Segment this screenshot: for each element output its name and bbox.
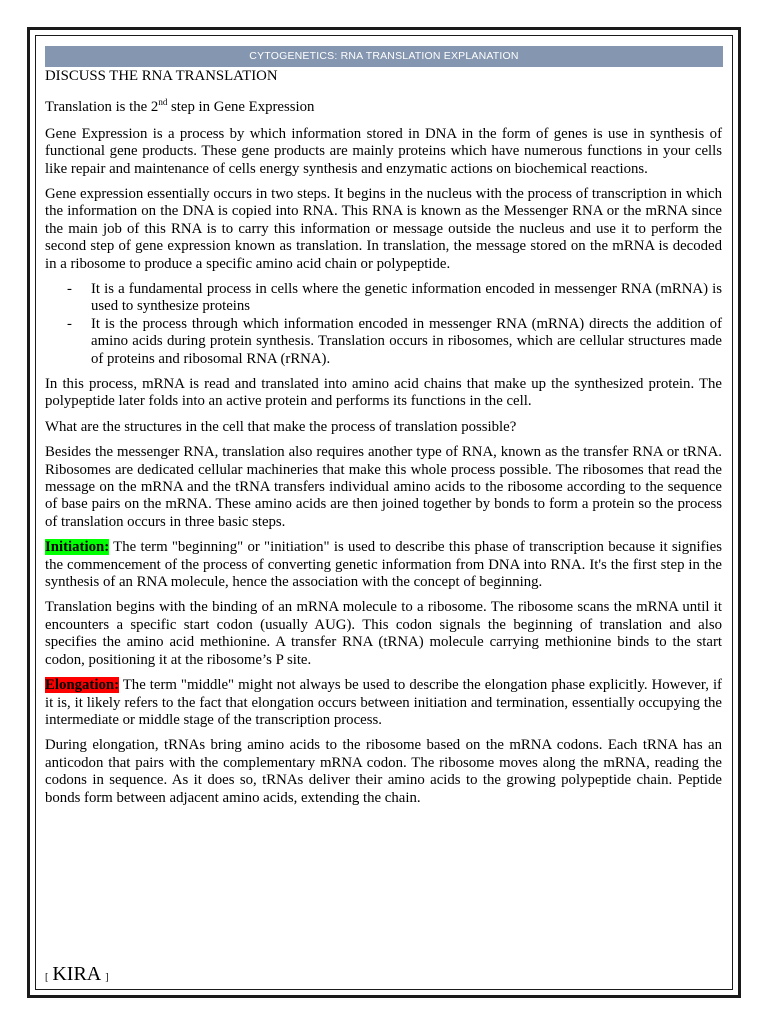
paragraph-during-elongation: During elongation, tRNAs bring amino acids to the ribosome based on the mRNA codons. Each tRNA has an anticodon that pairs with the complementary mRNA codon. The ribosome moves along the mRNA, reading the codons in sequence. As it does so, tRNAs deliver their amino acids to the growing polypeptide chain. Peptide bonds form between adjacent amino acids, extending the chain. <box>45 737 722 806</box>
step-line-superscript: nd <box>158 97 168 108</box>
initiation-text: The term "beginning" or "initiation" is used to describe this phase of transcription because it signifies the commencement of the process of converting genetic information from DNA into RNA. It's the first step in the synthesis of an RNA molecule, hence the association with the concept of beginning. <box>45 539 722 591</box>
paragraph-structures: Besides the messenger RNA, translation also requires another type of RNA, known as the transfer RNA or tRNA. Ribosomes are dedicated cellular machineries that make this whole process possible. The ribosomes that read the message on the mRNA and the tRNA transfers individual amino acids to the ribosome according to the sequence of base pairs on the mRNA. These amino acids are then joined together by bonds to form a protein so the process of translation occurs in three basic steps. <box>45 444 722 530</box>
elongation-label: Elongation: <box>45 677 119 694</box>
list-item <box>45 281 722 316</box>
bullet-list <box>45 281 722 368</box>
header-bar <box>45 46 723 67</box>
question-line: What are the structures in the cell that make the process of translation possible? <box>45 418 517 435</box>
list-item-text: It is the process through which information encoded in messenger RNA (mRNA) directs the addition of amino acids during protein synthesis. Translation occurs in ribosomes, which are cellular structures made of proteins and ribosomal RNA (rRNA). <box>91 315 722 367</box>
paragraph-translation-begins: Translation begins with the binding of an mRNA molecule to a ribosome. The ribosome scans the mRNA until it encounters a specific start codon (usually AUG). This codon signals the beginning of translation and also specifies the amino acid methionine. A transfer RNA (tRNA) molecule carrying methionine binds to the start codon, positioning it at the ribosome’s P site. <box>45 599 722 668</box>
paragraph-elongation <box>45 677 722 729</box>
footer-author: KIRA <box>52 963 102 985</box>
bullet-marker: - <box>67 315 72 332</box>
bullet-marker: - <box>67 280 72 297</box>
step-line-text: Translation is the 2 <box>45 99 159 116</box>
step-line <box>45 94 722 116</box>
footer <box>45 963 109 986</box>
document-body <box>45 68 722 815</box>
step-line-text-end: step in Gene Expression <box>167 99 315 116</box>
header-title: CYTOGENETICS: RNA TRANSLATION EXPLANATION <box>249 50 519 62</box>
paragraph-initiation <box>45 539 722 591</box>
footer-open-bracket: [ <box>45 972 49 983</box>
list-item-text: It is a fundamental process in cells where the genetic information encoded in messenger RNA (mRNA) is used to synthesize proteins <box>91 280 722 315</box>
elongation-text: The term "middle" might not always be used to describe the elongation phase explicitly. However, if it is, it likely refers to the fact that elongation occurs between initiation and termination, essentially occupying the intermediate or middle stage of the transcription process. <box>45 677 722 728</box>
paragraph-two-steps: Gene expression essentially occurs in two steps. It begins in the nucleus with the process of transcription in which the information on the DNA is copied into RNA. This RNA is known as the Messenger RNA or the mRNA since the main job of this RNA is to carry this information or message outside the nucleus and use it to perform the second step of gene expression known as translation. In translation, the message stored on the mRNA is decoded in a ribosome to produce a specific amino acid chain or polypeptide. <box>45 185 722 272</box>
footer-close-bracket: ] <box>105 972 109 983</box>
document-heading: DISCUSS THE RNA TRANSLATION <box>45 68 278 84</box>
paragraph-process: In this process, mRNA is read and translated into amino acid chains that make up the synthesized protein. The polypeptide later folds into an active protein and performs its functions in the cell. <box>45 376 722 410</box>
list-item <box>45 316 722 368</box>
paragraph-gene-expression: Gene Expression is a process by which information stored in DNA in the form of genes is use in synthesis of functional gene products. These gene products are mainly proteins which have numerous functions in your cells like repair and maintenance of cells energy synthesis and enzymatic actions on biochemical reactions. <box>45 125 722 177</box>
initiation-label: Initiation: <box>45 539 110 556</box>
